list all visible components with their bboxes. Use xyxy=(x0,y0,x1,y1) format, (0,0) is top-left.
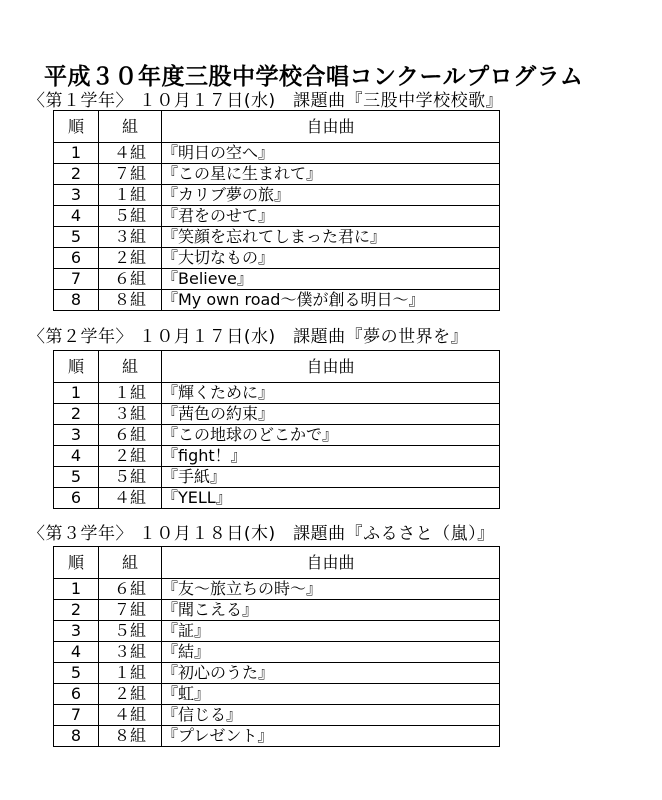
order-cell: 2 xyxy=(54,600,99,621)
table-row xyxy=(54,248,500,269)
header-order: 順 xyxy=(54,547,99,579)
header-order: 順 xyxy=(54,111,99,143)
order-cell: 6 xyxy=(54,248,99,269)
class-cell: ７組 xyxy=(99,164,162,185)
table-row xyxy=(54,684,500,705)
song-cell: 『YELL』 xyxy=(162,488,500,509)
program-table-grade-1 xyxy=(53,110,500,311)
table-row xyxy=(54,290,500,311)
song-cell: 『大切なもの』 xyxy=(162,248,500,269)
song-cell: 『輝くために』 xyxy=(162,383,500,404)
order-cell: 8 xyxy=(54,726,99,747)
program-table-grade-2 xyxy=(53,350,500,509)
class-cell: ８組 xyxy=(99,290,162,311)
order-cell: 5 xyxy=(54,227,99,248)
song-cell: 『信じる』 xyxy=(162,705,500,726)
class-cell: ２組 xyxy=(99,248,162,269)
song-cell: 『My own road～僕が創る明日～』 xyxy=(162,290,500,311)
table-row xyxy=(54,579,500,600)
order-cell: 3 xyxy=(54,185,99,206)
class-cell: ３組 xyxy=(99,227,162,248)
table-row xyxy=(54,185,500,206)
order-cell: 2 xyxy=(54,404,99,425)
order-cell: 6 xyxy=(54,488,99,509)
section-heading-grade-1: 〈第１学年〉 １０月１７日(水) 課題曲『三股中学校校歌』 xyxy=(28,91,504,111)
header-class: 組 xyxy=(99,351,162,383)
table-row xyxy=(54,425,500,446)
class-cell: １組 xyxy=(99,663,162,684)
table-row xyxy=(54,642,500,663)
song-cell: 『友～旅立ちの時～』 xyxy=(162,579,500,600)
class-cell: ２組 xyxy=(99,446,162,467)
order-cell: 2 xyxy=(54,164,99,185)
document-title: 平成３０年度三股中学校合唱コンクールプログラム xyxy=(44,64,584,90)
song-cell: 『君をのせて』 xyxy=(162,206,500,227)
order-cell: 6 xyxy=(54,684,99,705)
order-cell: 4 xyxy=(54,642,99,663)
song-cell: 『虹』 xyxy=(162,684,500,705)
table-row xyxy=(54,726,500,747)
table-row xyxy=(54,404,500,425)
header-song: 自由曲 xyxy=(162,547,500,579)
song-cell: 『笑顔を忘れてしまった君に』 xyxy=(162,227,500,248)
class-cell: ５組 xyxy=(99,206,162,227)
song-cell: 『この地球のどこかで』 xyxy=(162,425,500,446)
table-row xyxy=(54,600,500,621)
class-cell: ２組 xyxy=(99,684,162,705)
class-cell: ６組 xyxy=(99,579,162,600)
table-row xyxy=(54,269,500,290)
table-row xyxy=(54,143,500,164)
class-cell: ５組 xyxy=(99,467,162,488)
table-row xyxy=(54,446,500,467)
song-cell: 『プレゼント』 xyxy=(162,726,500,747)
order-cell: 1 xyxy=(54,579,99,600)
class-cell: ４組 xyxy=(99,705,162,726)
class-cell: ４組 xyxy=(99,143,162,164)
table-row xyxy=(54,467,500,488)
order-cell: 1 xyxy=(54,383,99,404)
table-row xyxy=(54,227,500,248)
class-cell: １組 xyxy=(99,185,162,206)
class-cell: ８組 xyxy=(99,726,162,747)
song-cell: 『明日の空へ』 xyxy=(162,143,500,164)
table-row xyxy=(54,663,500,684)
class-cell: ５組 xyxy=(99,621,162,642)
class-cell: ３組 xyxy=(99,642,162,663)
class-cell: ７組 xyxy=(99,600,162,621)
table-row xyxy=(54,621,500,642)
song-cell: 『fight！』 xyxy=(162,446,500,467)
class-cell: ６組 xyxy=(99,425,162,446)
table-header-row xyxy=(54,351,500,383)
class-cell: ３組 xyxy=(99,404,162,425)
song-cell: 『手紙』 xyxy=(162,467,500,488)
table-row xyxy=(54,488,500,509)
order-cell: 1 xyxy=(54,143,99,164)
order-cell: 4 xyxy=(54,446,99,467)
order-cell: 5 xyxy=(54,467,99,488)
order-cell: 3 xyxy=(54,621,99,642)
order-cell: 5 xyxy=(54,663,99,684)
song-cell: 『証』 xyxy=(162,621,500,642)
song-cell: 『聞こえる』 xyxy=(162,600,500,621)
table-row xyxy=(54,705,500,726)
order-cell: 7 xyxy=(54,269,99,290)
order-cell: 8 xyxy=(54,290,99,311)
song-cell: 『カリブ夢の旅』 xyxy=(162,185,500,206)
song-cell: 『初心のうた』 xyxy=(162,663,500,684)
song-cell: 『結』 xyxy=(162,642,500,663)
class-cell: ６組 xyxy=(99,269,162,290)
program-table-grade-3 xyxy=(53,546,500,747)
table-header-row xyxy=(54,547,500,579)
order-cell: 3 xyxy=(54,425,99,446)
order-cell: 7 xyxy=(54,705,99,726)
section-heading-grade-3: 〈第３学年〉 １０月１８日(木) 課題曲『ふるさと（嵐）』 xyxy=(28,524,495,544)
header-song: 自由曲 xyxy=(162,111,500,143)
table-row xyxy=(54,383,500,404)
header-class: 組 xyxy=(99,547,162,579)
header-order: 順 xyxy=(54,351,99,383)
table-row xyxy=(54,164,500,185)
header-song: 自由曲 xyxy=(162,351,500,383)
class-cell: １組 xyxy=(99,383,162,404)
song-cell: 『Believe』 xyxy=(162,269,500,290)
song-cell: 『茜色の約束』 xyxy=(162,404,500,425)
order-cell: 4 xyxy=(54,206,99,227)
class-cell: ４組 xyxy=(99,488,162,509)
header-class: 組 xyxy=(99,111,162,143)
song-cell: 『この星に生まれて』 xyxy=(162,164,500,185)
table-header-row xyxy=(54,111,500,143)
section-heading-grade-2: 〈第２学年〉 １０月１７日(水) 課題曲『夢の世界を』 xyxy=(28,327,469,347)
table-row xyxy=(54,206,500,227)
